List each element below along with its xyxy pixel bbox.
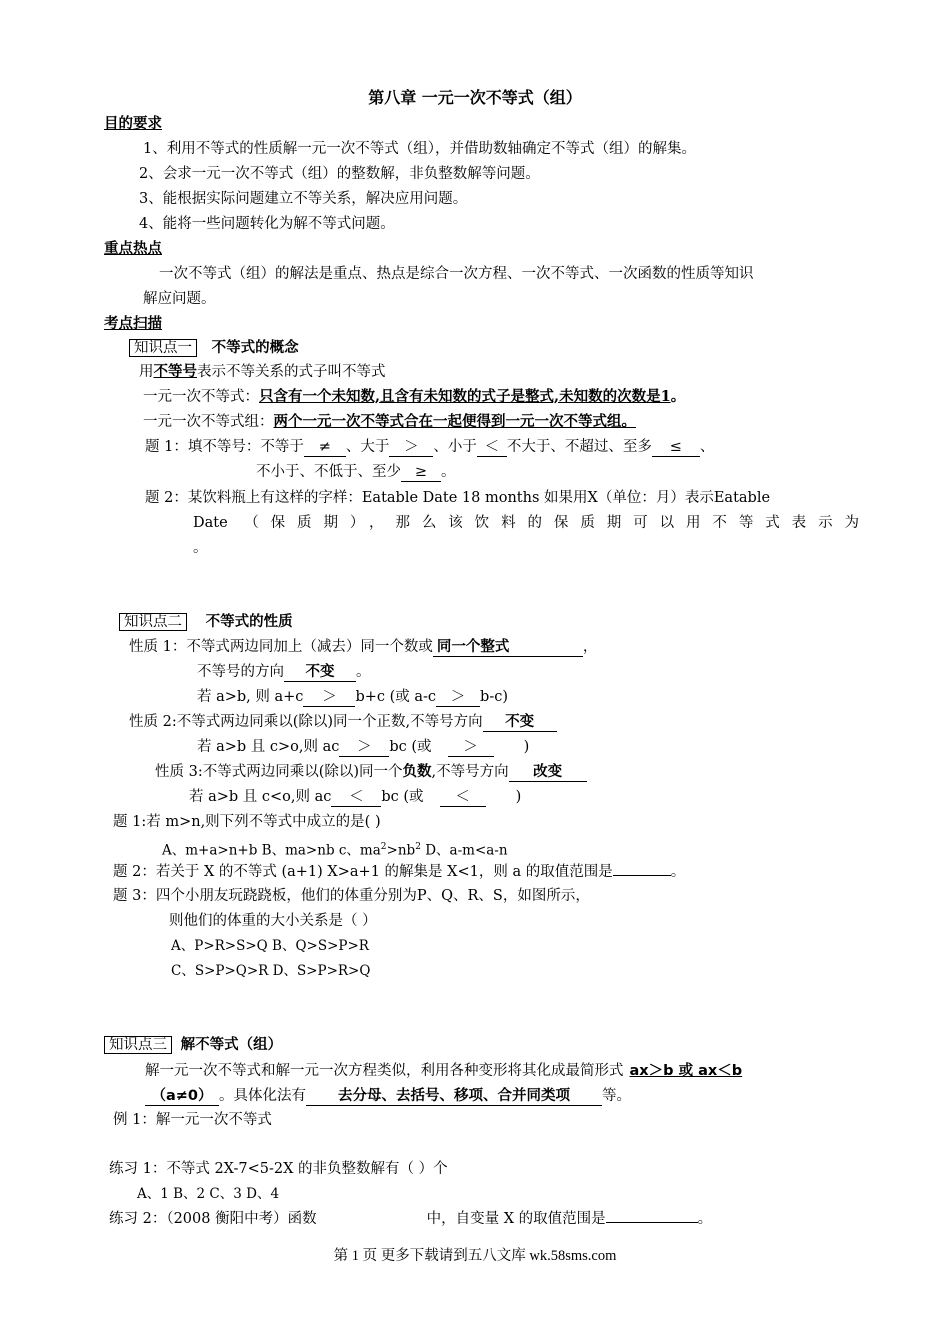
kp2-question-3-cont: 则他们的体重的大小关系是（ ） (169, 913, 377, 929)
property-3-example: 若 a>b 且 c<o,则 ac ＜ bc (或 ＜ ) (189, 789, 522, 805)
kp1-question-2-line2: Date （保质期），那么该饮料的保质期可以用不等式表示为 (193, 515, 859, 531)
property-1-direction: 不等号的方向 不变 。 (197, 663, 371, 680)
property-1-example: 若 a>b, 则 a+c ＞ b+c (或 a-c ＞ b-c) (197, 689, 508, 705)
property-1: 性质 1：不等式两边同加上（减去）同一个数或 同一个整式 ， (129, 638, 598, 655)
kp1-question-1-cont: 不小于、不低于、至少 ≥ 。 (256, 464, 456, 480)
goal-item-2: 2、会求一元一次不等式（组）的整数解，非负整数解等问题。 (139, 166, 540, 182)
answer-blank: 改变 (509, 763, 587, 782)
section-heading-focus: 重点热点 (104, 241, 162, 257)
kp1-question-1: 题 1：填不等号：不等于 ≠ 、大于 ＞ 、小于 ＜ 不大于、不超过、至多 ≤ 、 (145, 439, 715, 455)
answer-inequality-sign: 不等号 (153, 363, 197, 380)
answer-blank: 同一个整式 (433, 638, 583, 657)
section-heading-scan: 考点扫描 (104, 316, 162, 332)
kp1-box-label: 知识点一 (129, 339, 197, 357)
focus-text-line1: 一次不等式（组）的解法是重点、热点是综合一次方程、一次不等式、一次函数的性质等知识 (159, 266, 754, 282)
kp3-line1: 解一元一次不等式和解一元一次方程类似，利用各种变形将其化成最简形式 ax＞b 或 ax＜b (145, 1063, 743, 1079)
answer-blank: ≠ (304, 438, 346, 457)
goal-item-1: 1、利用不等式的性质解一元一次不等式（组），并借助数轴确定不等式（组）的解集。 (143, 141, 696, 157)
answer-blank: ＜ (477, 438, 507, 457)
kp1-inequality-system: 一元一次不等式组：两个一元一次不等式合在一起便得到一元一次不等式组。 (143, 413, 636, 430)
kp2-question-1: 题 1:若 m>n,则下列不等式中成立的是( ) (113, 814, 381, 830)
kp2-question-3-options-1: A、P>R>S>Q B、Q>S>P>R (171, 938, 369, 954)
kp1-linear-inequality: 一元一次不等式：只含有一个未知数,且含有未知数的式子是整式,未知数的次数是1。 (143, 388, 686, 405)
answer-blank: ＞ (303, 688, 355, 707)
answer-blank: ＜ (440, 788, 486, 807)
practice-2: 练习 2：（2008 衡阳中考）函数 中，自变量 X 的取值范围是 。 (109, 1211, 713, 1227)
page-title: 第八章 一元一次不等式（组） (368, 88, 582, 107)
property-2-example: 若 a>b 且 c>o,则 ac ＞ bc (或 ＞ ) (197, 739, 530, 755)
practice-1: 练习 1：不等式 2X-7<5-2X 的非负整数解有（ ）个 (109, 1161, 448, 1177)
answer-blank: ＞ (339, 738, 389, 757)
kp1-header (129, 338, 299, 358)
kp3-box-label: 知识点三 (104, 1036, 172, 1054)
answer-blank (613, 875, 671, 876)
answer-blank: 去分母、去括号、移项、合并同类项 (306, 1087, 602, 1106)
answer-blank: ＜ (331, 788, 381, 807)
section-heading-goals: 目的要求 (104, 116, 162, 132)
kp1-title: 不等式的概念 (211, 340, 299, 356)
kp1-definition: 用不等号表示不等关系的式子叫不等式 (139, 363, 386, 380)
kp1-question-2-line3: 。 (193, 540, 208, 556)
kp2-question-3-options-2: C、S>P>Q>R D、S>P>R>Q (171, 963, 371, 979)
answer-blank: 不变 (284, 663, 356, 682)
focus-text-line2: 解应问题。 (143, 291, 216, 307)
answer-blank: ≤ (652, 438, 700, 457)
answer-blank: ＞ (448, 738, 494, 757)
answer-blank: （a≠0） (145, 1087, 219, 1106)
kp3-line2: （a≠0） 。具体化法有 去分母、去括号、移项、合并同类项 等。 (145, 1086, 631, 1106)
answer-blank: ＞ (389, 438, 433, 457)
answer-blank: 不变 (483, 713, 557, 732)
kp3-title: 解不等式（组） (180, 1037, 283, 1053)
example-1: 例 1：解一元一次不等式 (113, 1112, 272, 1128)
answer-blank (606, 1222, 698, 1223)
goal-item-3: 3、能根据实际问题建立不等关系，解决应用问题。 (139, 191, 468, 207)
practice-1-options: A、1 B、2 C、3 D、4 (137, 1186, 280, 1202)
property-3: 性质 3:不等式两边同乘以(除以)同一个负数,不等号方向 改变 (155, 762, 587, 782)
kp2-title: 不等式的性质 (205, 614, 293, 630)
kp2-header (119, 612, 293, 632)
property-2: 性质 2:不等式两边同乘以(除以)同一个正数,不等号方向 不变 (129, 712, 557, 732)
kp2-question-3: 题 3：四个小朋友玩跷跷板，他们的体重分别为P、Q、R、S，如图所示， (113, 888, 590, 904)
kp2-box-label: 知识点二 (119, 613, 187, 631)
kp1-question-2-line1: 题 2：某饮料瓶上有这样的字样：Eatable Date 18 months 如果用X（单位：月）表示Eatable (145, 490, 771, 506)
answer-system-def: 两个一元一次不等式合在一起便得到一元一次不等式组。 (273, 413, 636, 430)
answer-blank: ≥ (401, 463, 441, 482)
answer-simplest-form: ax＞b 或 ax＜b (629, 1063, 743, 1079)
page-footer: 第 1 页 更多下载请到五八文库 wk.58sms.com (333, 1248, 617, 1264)
goal-item-4: 4、能将一些问题转化为解不等式问题。 (139, 216, 395, 232)
answer-blank: ＞ (436, 688, 480, 707)
kp3-header (104, 1035, 282, 1055)
kp2-question-2: 题 2：若关于 X 的不等式 (a+1) X>a+1 的解集是 X<1，则 a 的取值范围是 。 (113, 864, 686, 880)
answer-linear-inequality-def: 只含有一个未知数,且含有未知数的式子是整式,未知数的次数是1 (259, 388, 671, 405)
kp2-question-1-options: A、m+a>n+b B、ma>nb c、$ma^2>nb^2$ D、a-m<a-n (162, 842, 508, 859)
